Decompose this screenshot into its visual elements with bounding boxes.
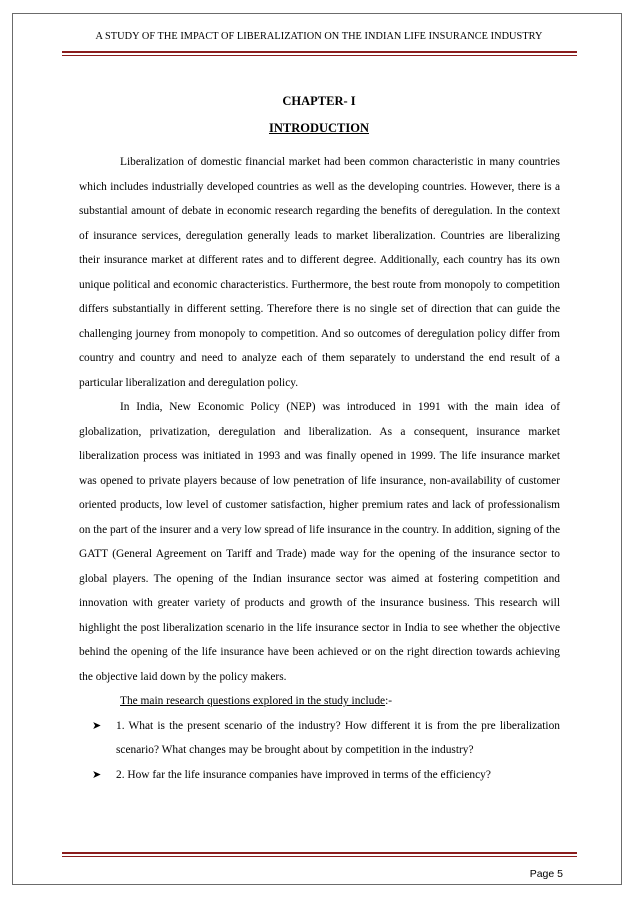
list-item bbox=[79, 714, 560, 763]
footer-rule bbox=[62, 852, 577, 854]
question-text: 2. How far the life insurance companies have improved in terms of the efficiency? bbox=[116, 768, 491, 781]
research-questions-intro bbox=[79, 689, 560, 714]
arrow-bullet-icon: ➤ bbox=[92, 768, 102, 781]
research-intro-text: The main research questions explored in the study include bbox=[120, 695, 386, 707]
footer-rule-thin bbox=[62, 856, 577, 857]
arrow-bullet-icon: ➤ bbox=[92, 719, 102, 732]
header-rule bbox=[62, 51, 577, 53]
paragraph: Liberalization of domestic financial market had been common characteristic in many countries which includes industrially developed countries as well as the developing countries. However, there is a substantial amount of debate in economic research regarding the benefits of deregulation. In the context of insurance services, deregulation generally leads to market liberalization. Countries are liberalizing their insurance market at different rates and to different degree. Additionally, each country has its own unique political and economic characteristics. Furthermore, the best route from monopoly to competition differs substantially in different setting. Therefore there is no single set of direction that can guide the challenging journey from monopoly to competition. And so outcomes of deregulation policy differ from country and country and need to analyze each of them separately to understand the end result of a particular liberalization and deregulation policy. bbox=[79, 156, 560, 389]
question-text: 1. What is the present scenario of the industry? How different it is from the pre liberalization scenario? What changes may be brought about by competition in the industry? bbox=[116, 719, 560, 756]
paragraph: In India, New Economic Policy (NEP) was introduced in 1991 with the main idea of globalization, privatization, deregulation and liberalization. As a consequent, insurance market liberalization process was initiated in 1993 and was finally opened in 1999. The life insurance market was opened to private players because of low penetration of life insurance, non-availability of customer oriented products, low level of customer satisfaction, higher premium rates and lack of professionalism on the part of the insurer and a very low spread of life insurance in the country. In addition, signing of the GATT (General Agreement on Tariff and Trade) made way for the opening of the insurance sector to global players. The opening of the Indian insurance sector was aimed at fostering competition and innovation with greater variety of products and growth of the insurance business. This research will highlight the post liberalization scenario in the life insurance sector in India to see whether the objective behind the opening of the life insurance have been achieved or on the right direction towards achieving the objective laid down by the policy makers. bbox=[79, 401, 561, 683]
list-item bbox=[79, 763, 560, 788]
research-intro-suffix: :- bbox=[385, 695, 393, 707]
chapter-title: INTRODUCTION bbox=[268, 121, 369, 135]
running-header: A STUDY OF THE IMPACT OF LIBERALIZATION ON THE INDIAN LIFE INSURANCE INDUSTRY bbox=[95, 31, 543, 42]
research-questions-list bbox=[79, 714, 560, 788]
header-rule-thin bbox=[62, 55, 577, 56]
body-text bbox=[79, 150, 560, 787]
page-number: Page 5 bbox=[529, 868, 563, 880]
chapter-number: CHAPTER- I bbox=[282, 94, 356, 108]
